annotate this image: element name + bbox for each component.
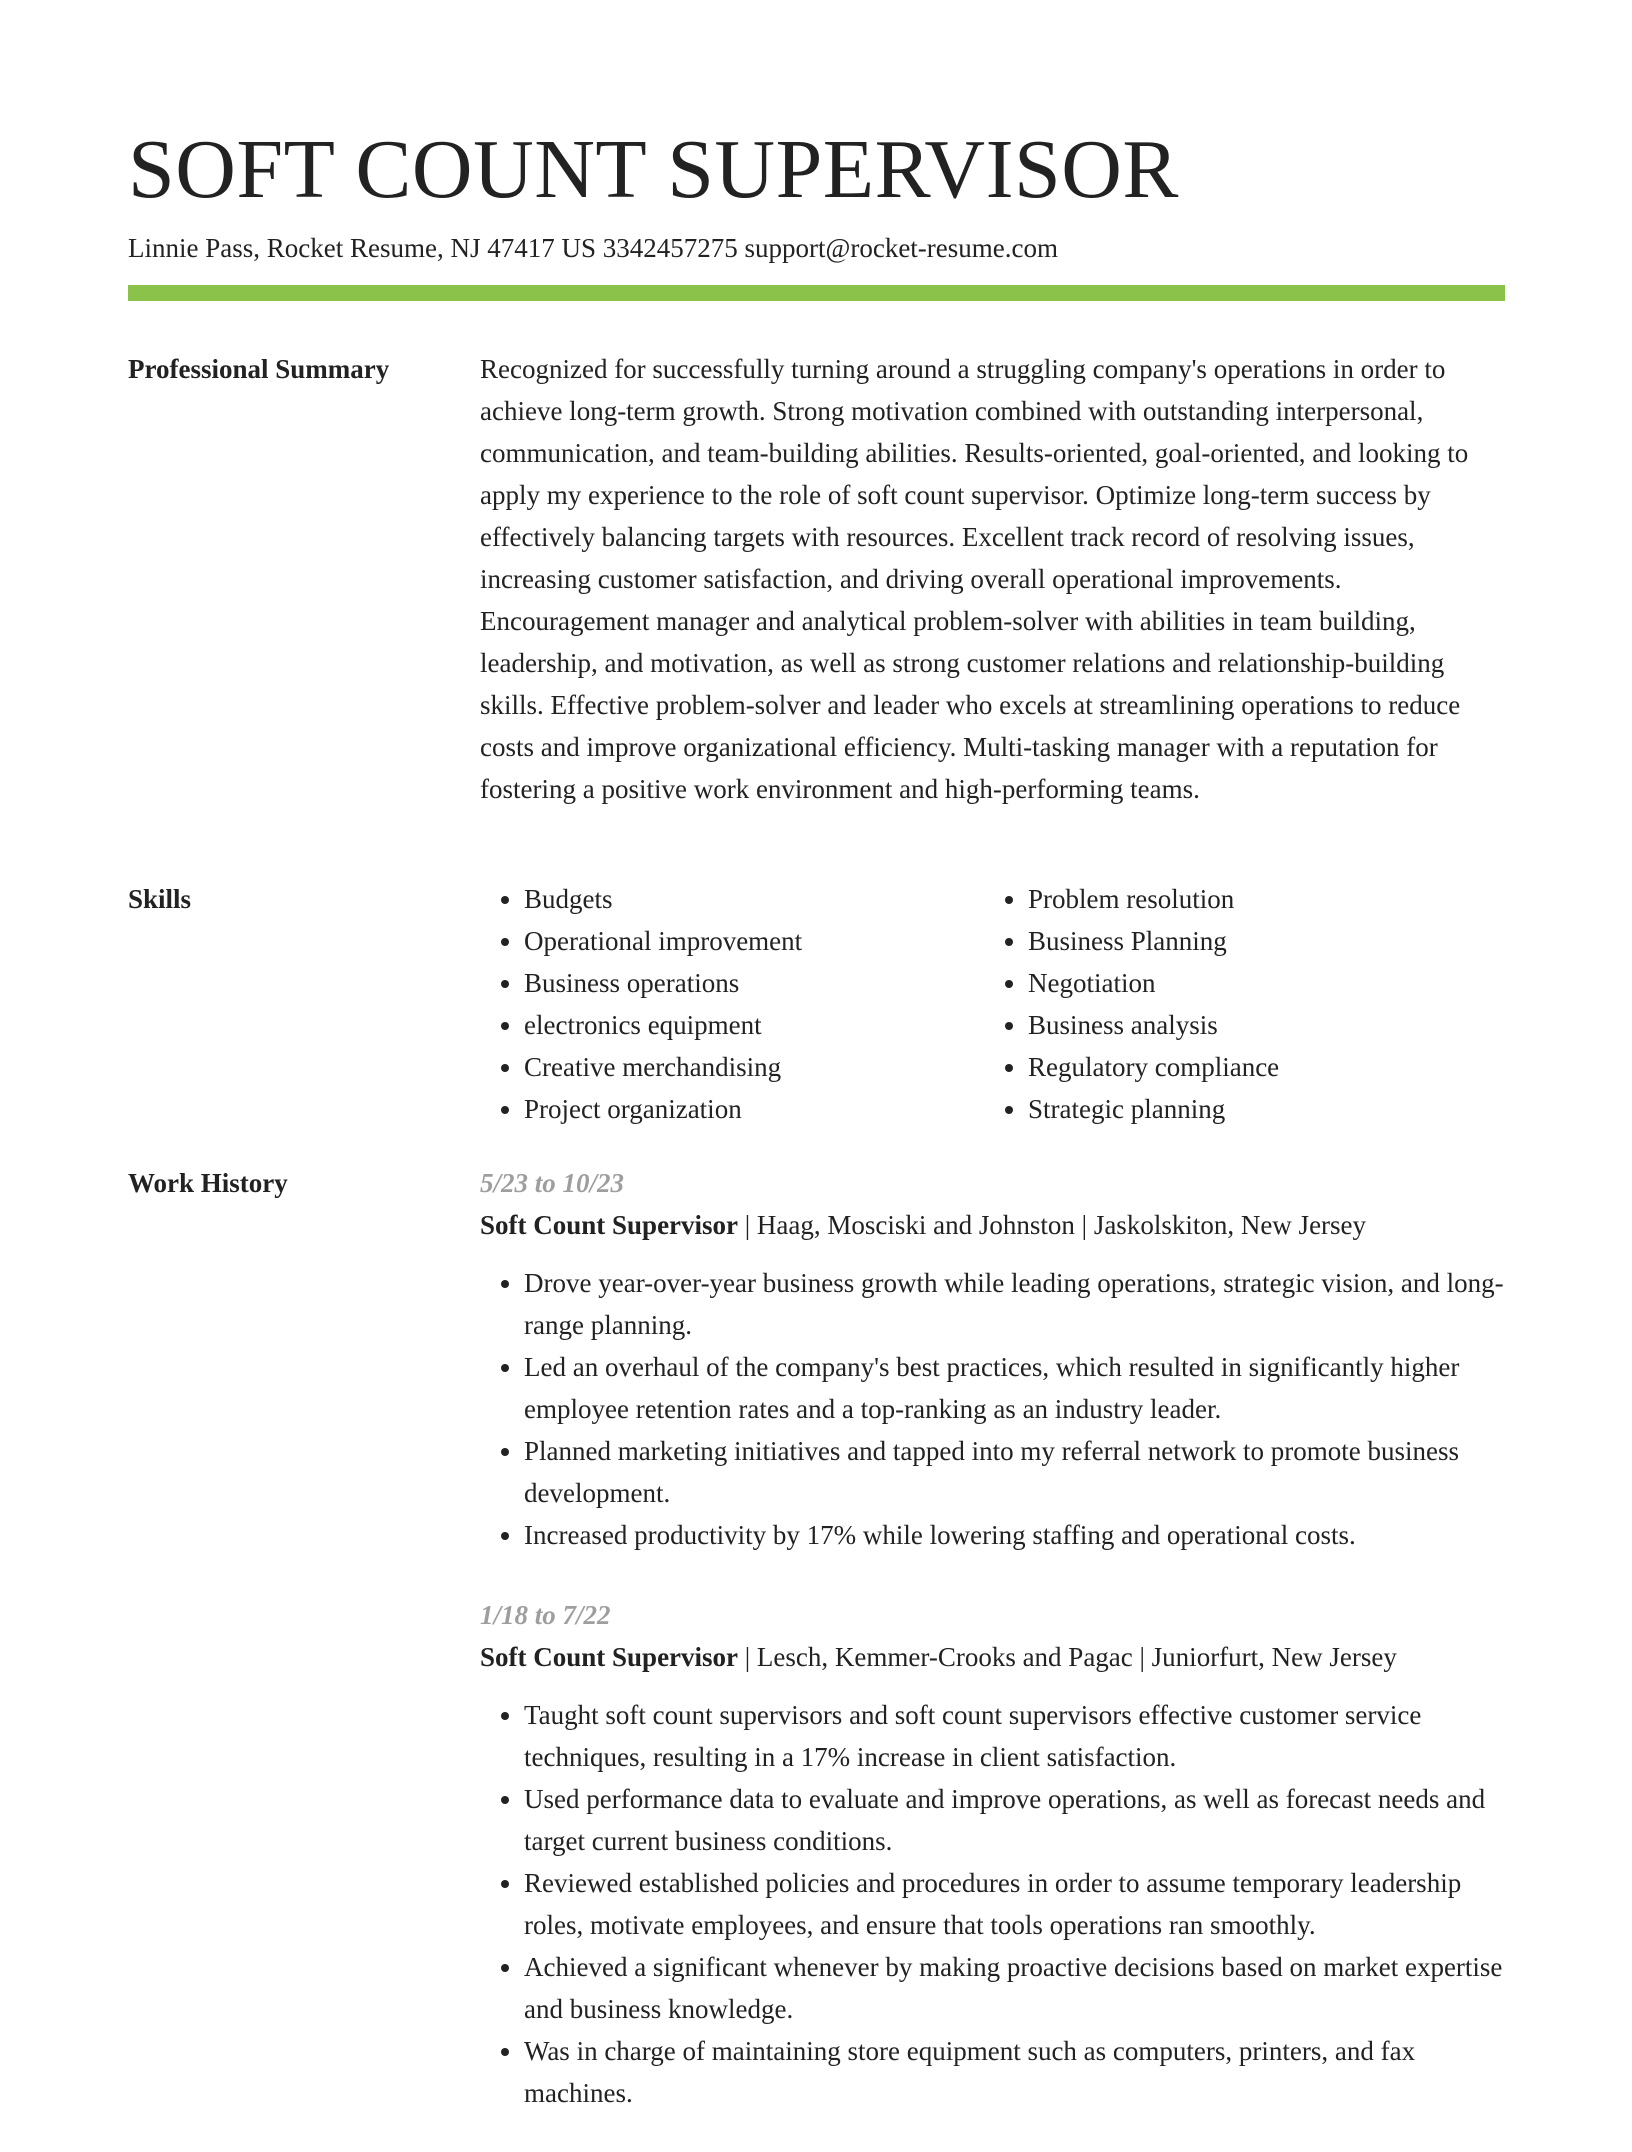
- job-heading: [480, 1636, 1505, 1678]
- job-bullet: • Used performance data to evaluate and improve operations, as well as forecast needs and target current business conditions.: [524, 1778, 1505, 1862]
- job-entry: [480, 1162, 1505, 1556]
- contact-line: [128, 230, 1058, 266]
- skill-item: • Problem resolution: [1028, 878, 1488, 920]
- job-heading: [480, 1204, 1505, 1246]
- job-bullet: • Led an overhaul of the company's best practices, which resulted in significantly higher employee retention rates and a top-ranking as an industry leader.: [524, 1346, 1505, 1430]
- job-bullet: • Drove year-over-year business growth while leading operations, strategic vision, and long-range planning.: [524, 1262, 1505, 1346]
- summary-label: Professional Summary: [128, 354, 390, 384]
- skill-item: • Negotiation: [1028, 962, 1488, 1004]
- job-bullet: • Reviewed established policies and procedures in order to assume temporary leadership roles, motivate employees, and ensure that tools operations ran smoothly.: [524, 1862, 1505, 1946]
- skills-list-right: [984, 878, 1488, 1130]
- skills-body: [480, 878, 1505, 1130]
- contact-phone: 3342457275: [602, 233, 738, 263]
- skill-item: • Creative merchandising: [524, 1046, 984, 1088]
- skills-label: Skills: [128, 884, 192, 914]
- job-bullets: [480, 1262, 1505, 1556]
- skills-list-left: [480, 878, 984, 1130]
- job-bullet: • Increased productivity by 17% while lowering staffing and operational costs.: [524, 1514, 1505, 1556]
- skill-item: • Strategic planning: [1028, 1088, 1488, 1130]
- job-dates: 5/23 to 10/23: [480, 1168, 625, 1198]
- job-dates: 1/18 to 7/22: [480, 1600, 611, 1630]
- resume-title: SOFT COUNT SUPERVISOR: [128, 123, 1179, 216]
- job-bullet: • Achieved a significant whenever by making proactive decisions based on market expertise and business knowledge.: [524, 1946, 1505, 2030]
- job-bullets: [480, 1694, 1505, 2114]
- accent-divider: [128, 285, 1505, 301]
- contact-email: support@rocket-resume.com: [744, 233, 1059, 263]
- skill-item: • Project organization: [524, 1088, 984, 1130]
- work-history-label: Work History: [128, 1168, 288, 1198]
- summary-body: [480, 348, 1505, 810]
- skill-item: • Budgets: [524, 878, 984, 920]
- summary-text: Recognized for successfully turning around a struggling company's operations in order to achieve long-term growth. Strong motivation combined with outstanding interpersonal, communication, and team-building abilities. Results-oriented, goal-oriented, and looking to apply my experience to the role of soft count supervisor. Optimize long-term success by effectively balancing targets with resources. Excellent track record of resolving issues, increasing customer satisfaction, and driving overall operational improvements. Encouragement manager and analytical problem-solver with abilities in team building, leadership, and motivation, as well as strong customer relations and relationship-building skills. Effective problem-solver and leader who excels at streamlining operations to reduce costs and improve organizational efficiency. Multi-tasking manager with a reputation for fostering a positive work environment and high-performing teams.: [480, 354, 1469, 804]
- job-entry: [480, 1594, 1505, 2114]
- skill-item: • Operational improvement: [524, 920, 984, 962]
- skill-item: • Regulatory compliance: [1028, 1046, 1488, 1088]
- job-details: | Lesch, Kemmer-Crooks and Pagac | Juniorfurt, New Jersey: [738, 1642, 1397, 1672]
- job-bullet: • Planned marketing initiatives and tapped into my referral network to promote business development.: [524, 1430, 1505, 1514]
- skill-item: • Business operations: [524, 962, 984, 1004]
- contact-name: Linnie Pass,: [128, 233, 260, 263]
- job-title: Soft Count Supervisor: [480, 1210, 739, 1240]
- contact-location: Rocket Resume, NJ 47417 US: [266, 233, 596, 263]
- skill-item: • Business analysis: [1028, 1004, 1488, 1046]
- job-bullet: • Was in charge of maintaining store equipment such as computers, printers, and fax machines.: [524, 2030, 1505, 2114]
- skill-item: • electronics equipment: [524, 1004, 984, 1046]
- job-bullet: • Taught soft count supervisors and soft count supervisors effective customer service techniques, resulting in a 17% increase in client satisfaction.: [524, 1694, 1505, 1778]
- work-history-body: [480, 1162, 1505, 2152]
- job-details: | Haag, Mosciski and Johnston | Jaskolskiton, New Jersey: [738, 1210, 1367, 1240]
- skill-item: • Business Planning: [1028, 920, 1488, 962]
- job-title: Soft Count Supervisor: [480, 1642, 739, 1672]
